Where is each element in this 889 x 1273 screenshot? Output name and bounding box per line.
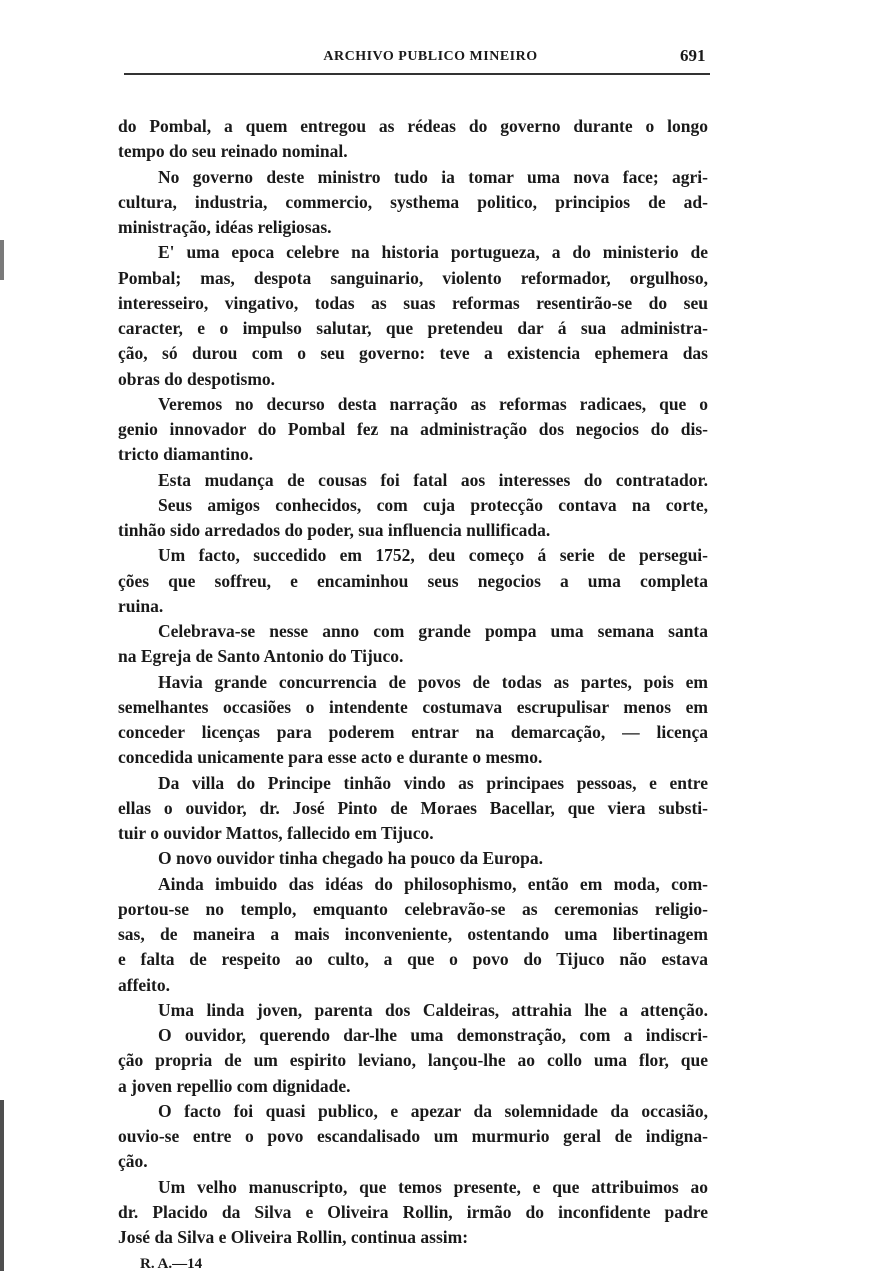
text-line: tricto diamantino. bbox=[118, 444, 254, 465]
text-line: O ouvidor, querendo dar-lhe uma demonstração, com a indiscri- bbox=[158, 1025, 708, 1045]
text-line: tinhão sido arredados do poder, sua influencia nullificada. bbox=[118, 520, 551, 540]
text-line: concedida unicamente para esse acto e durante o mesmo. bbox=[118, 747, 543, 768]
text-line: Veremos no decurso desta narração as reformas radicaes, que o bbox=[158, 393, 708, 414]
text-line: ministração, idéas religiosas. bbox=[118, 217, 332, 237]
text-line: ção propria de um espirito leviano, lançou-lhe ao collo uma flor, que bbox=[118, 1050, 708, 1071]
text-line: Da villa do Principe tinhão vindo as principaes pessoas, e entre bbox=[158, 772, 708, 793]
page-number: 691 bbox=[680, 46, 706, 65]
text-line: E' uma epoca celebre na historia portugueza, a do ministerio de bbox=[158, 242, 708, 263]
text-line: Esta mudança de cousas foi fatal aos interesses do contratador. bbox=[158, 469, 708, 490]
text-line: O facto foi quasi publico, e apezar da solemnidade da occasião, bbox=[158, 1100, 708, 1121]
text-line: affeito. bbox=[118, 974, 170, 995]
text-line: conceder licenças para poderem entrar na demarcação, — licença bbox=[118, 722, 708, 742]
text-line: cultura, industria, commercio, systhema politico, principios de ad- bbox=[118, 191, 708, 212]
text-line: Um velho manuscripto, que temos presente, e que attribuimos ao bbox=[158, 1176, 708, 1197]
scan-edge-mark bbox=[0, 240, 4, 280]
text-line: na Egreja de Santo Antonio do Tijuco. bbox=[118, 646, 404, 667]
text-line: ção. bbox=[118, 1151, 148, 1172]
scan-edge-mark bbox=[0, 1100, 4, 1271]
text-line: genio innovador do Pombal fez na administração dos negocios do dis- bbox=[118, 419, 708, 439]
text-line: Um facto, succedido em 1752, deu começo á serie de persegui- bbox=[158, 545, 708, 566]
text-line: No governo deste ministro tudo ia tomar uma nova face; agri- bbox=[158, 166, 708, 187]
text-line: Seus amigos conhecidos, com cuja protecção contava na corte, bbox=[158, 494, 708, 515]
text-line: dr. Placido da Silva e Oliveira Rollin, irmão do inconfidente padre bbox=[118, 1201, 708, 1222]
text-line: Ainda imbuido das idéas do philosophismo, então em moda, com- bbox=[158, 873, 708, 894]
text-line: interesseiro, vingativo, todas as suas reformas resentirão-se do seu bbox=[118, 292, 708, 313]
text-line: Uma linda joven, parenta dos Caldeiras, attrahia lhe a attenção. bbox=[158, 999, 708, 1020]
text-line: obras do despotismo. bbox=[118, 368, 276, 389]
body-text bbox=[118, 114, 708, 1250]
text-line: ouvio-se entre o povo escandalisado um murmurio geral de indigna- bbox=[118, 1126, 708, 1146]
header-rule bbox=[124, 73, 710, 75]
text-line: Pombal; mas, despota sanguinario, violento reformador, orgulhoso, bbox=[118, 267, 708, 288]
text-line: e falta de respeito ao culto, a que o povo do Tijuco não estava bbox=[118, 949, 708, 970]
text-line: ção, só durou com o seu governo: teve a existencia ephemera das bbox=[118, 343, 708, 364]
running-header bbox=[0, 49, 889, 65]
text-line: tempo do seu reinado nominal. bbox=[118, 141, 348, 162]
text-line: tuir o ouvidor Mattos, fallecido em Tijuco. bbox=[118, 823, 434, 843]
signature-mark: R. A.—14 bbox=[140, 1256, 203, 1272]
text-line: O novo ouvidor tinha chegado ha pouco da Europa. bbox=[158, 848, 543, 869]
text-line: José da Silva e Oliveira Rollin, continua assim: bbox=[118, 1227, 469, 1247]
text-line: semelhantes occasiões o intendente costumava escrupulisar menos em bbox=[118, 696, 708, 717]
text-line: caracter, e o impulso salutar, que pretendeu dar á sua administra- bbox=[118, 318, 708, 338]
text-line: ruina. bbox=[118, 595, 164, 616]
text-line: sas, de maneira a mais inconveniente, ostentando uma libertinagem bbox=[118, 924, 708, 944]
text-line: ellas o ouvidor, dr. José Pinto de Moraes Bacellar, que viera substi- bbox=[118, 797, 708, 818]
running-header-title: ARCHIVO PUBLICO MINEIRO bbox=[323, 49, 538, 64]
text-line: a joven repellio com dignidade. bbox=[118, 1075, 351, 1096]
text-line: Havia grande concurrencia de povos de todas as partes, pois em bbox=[158, 671, 708, 692]
text-line: ções que soffreu, e encaminhou seus negocios a uma completa bbox=[118, 570, 708, 591]
text-line: Celebrava-se nesse anno com grande pompa uma semana santa bbox=[158, 621, 708, 641]
text-line: portou-se no templo, emquanto celebravão-se as ceremonias religio- bbox=[118, 898, 708, 919]
text-line: do Pombal, a quem entregou as rédeas do governo durante o longo bbox=[118, 116, 708, 136]
